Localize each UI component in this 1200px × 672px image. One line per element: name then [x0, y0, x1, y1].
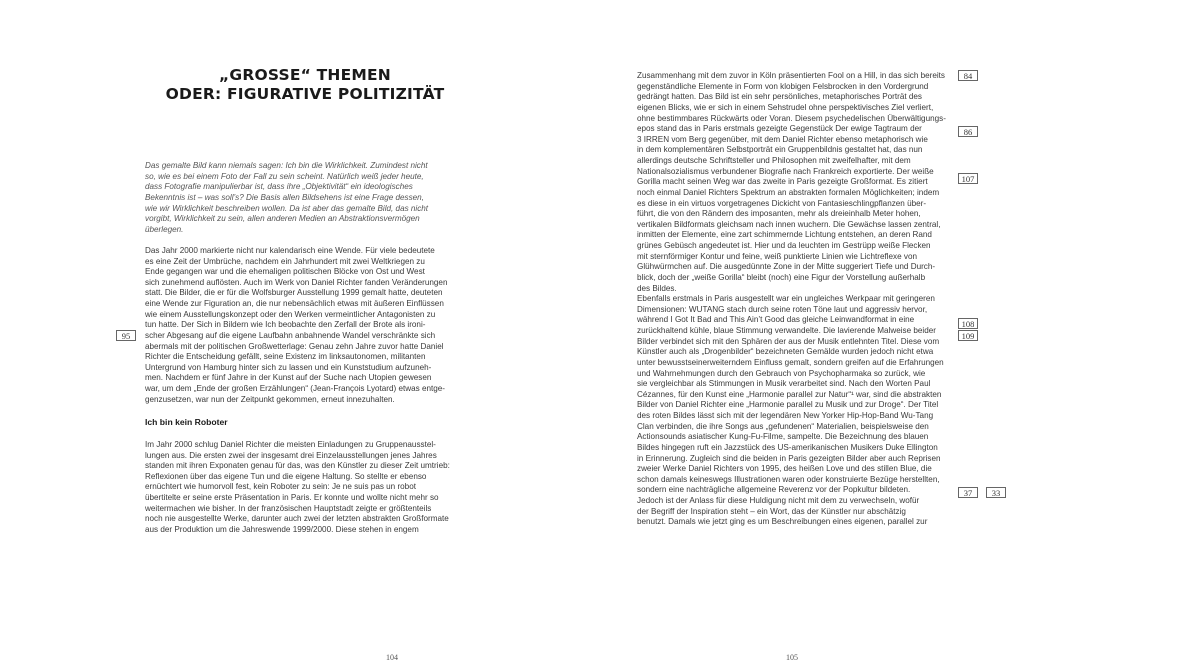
text-line: unter bewusstseinerweiterndem Einfluss gemalt, sondern greifen auf die Erfahrungen [637, 357, 944, 367]
text-line: wie wir Wirklichkeit beschreiben wollen. Da ist aber das gemalte Bild, das nicht [145, 203, 429, 213]
text-line: dass Fotografie manipulierbar ist, dass ihre „Objektivität“ ein ideologisches [145, 182, 413, 192]
text-line: Reflexionen über das eigene Tun und die eigene Haltung. So stellte er ebenso [145, 471, 427, 481]
text-line: noch nie ausgestellte Werke, darunter auch zwei der letzten abstrakten Großformate [145, 514, 449, 524]
chapter-title [160, 66, 450, 104]
text-line: sondern eine nachträgliche allgemeine Reverenz vor der Popkultur bildeten. [637, 485, 911, 495]
text-line: überlegen. [145, 224, 184, 234]
text-line: blick, doch der „weiße Gorilla“ bleibt (noch) eine Figur der Vorstellung außerhalb [637, 272, 926, 282]
text-line: der Begriff der Inspiration steht – ein Wort, das der Künstler nur abschätzig [637, 506, 906, 516]
text-line: 3 IRREN vom Berg gegenüber, mit dem Daniel Richter ebenso metaphorisch wie [637, 134, 928, 144]
text-line: Untergrund von Hamburg hinter sich zu lassen und ein Kunststudium aufzuneh- [145, 362, 432, 372]
text-line: grünes Gebüsch angedeutet ist. Hier und da leuchten im Gestrüpp weiße Flecken [637, 241, 931, 250]
text-line: so, wie es bei einem Foto der Fall zu sein scheint. Natürlich weiß jeder heute, [145, 171, 424, 181]
text-line: Ende gegangen war und die ehemaligen politischen Blöcke von Ost und West [145, 267, 425, 277]
text-line: Jedoch ist der Anlass für diese Huldigung nicht mit dem zu verwechseln, wofür [637, 496, 920, 505]
text-line: war, um dem „Ende der großen Erzählungen“ (Jean-François Lyotard) etwas entge- [145, 384, 446, 394]
text-line: Zusammenhang mit dem zuvor in Köln präsentierten Fool on a Hill, in das sich bereits [637, 71, 945, 80]
text-line: scher Abgesang auf die eigene Laufbahn anbahnende Wandel verschränkte sich [145, 330, 436, 340]
margin-reference: 109 [958, 330, 978, 341]
intro-paragraph [145, 161, 455, 235]
text-line: in dem komplementären Selbstporträt ein Gruppenbildnis gestaltet hat, das nun [637, 145, 923, 155]
text-line: Actionsounds asiatischer Kung-Fu-Filme, sampelte. Die Bezeichnung des blauen [637, 432, 929, 442]
text-line: Cézannes, für den Kunst eine „Harmonie parallel zur Natur“¹ war, sind die abstrakten [637, 389, 942, 399]
text-line: eine Wende zur Figuration an, die nur nebensächlich etwas mit äußeren Einflüssen [145, 299, 444, 309]
chapter-title-line-1: „GROSSE“ THEMEN [219, 66, 391, 84]
body-paragraph [637, 71, 957, 294]
text-line: mit sternförmiger Kontur und feine, weiß punktierte Linien wie Lichtreflexe von [637, 251, 917, 261]
margin-reference: 37 [958, 487, 978, 498]
text-line: Bilder verbindet sich mit den Sphären der aus der Musik entlehnten Titel. Diese vom [637, 336, 940, 346]
text-line: zurückhaltend kühle, blaue Stimmung verwandelte. Die lavierende Malweise beider [637, 326, 936, 335]
text-line: Glühwürmchen auf. Die ausgedünnte Zone in der Mitte suggeriert Tiefe und Durch- [637, 262, 936, 272]
text-line: Bekenntnis ist – was soll’s? Die Basis allen Bildsehens ist eine Frage dessen, [145, 192, 424, 202]
text-line: men. Nachdem er fünf Jahre in der Kunst auf der Suche nach Utopien gewesen [145, 373, 432, 383]
text-line: statt. Die Bilder, die er für die Wolfsburger Ausstellung 1999 gemalt hatte, deuteten [145, 288, 443, 298]
text-line: und Wahrnehmungen durch den Gebrauch von Psychopharmaka so zurück, wie [637, 368, 926, 378]
text-line: zweier Werke Daniel Richters von 1995, des heißen Love und des stillen Blue, die [637, 464, 932, 474]
text-line: Bilder von Daniel Richter eine „Harmonie parallel zu Musik und zur Droge“. Der Titel [637, 400, 939, 410]
body-paragraph [145, 246, 455, 405]
margin-reference: 84 [958, 70, 978, 81]
text-line: standen mit ihren Exponaten genau für das, was den Künstler zu dieser Zeit umtrieb: [145, 461, 450, 471]
section-heading: Ich bin kein Roboter [145, 417, 228, 428]
text-line: aus der Produktion um die Jahreswende 1999/2000. Diese stehen in engem [145, 524, 419, 534]
margin-reference: 108 [958, 318, 978, 329]
text-line: Ebenfalls erstmals in Paris ausgestellt war ein ungleiches Werkpaar mit geringeren [637, 294, 935, 304]
text-line: benutzt. Damals wie jetzt ging es um Beschreibungen eines eigenen, parallel zur [637, 517, 928, 527]
margin-reference: 33 [986, 487, 1006, 498]
right-text-column [637, 71, 957, 528]
margin-reference: 95 [116, 330, 136, 341]
text-line: Das gemalte Bild kann niemals sagen: Ich bin die Wirklichkeit. Zumindest nicht [145, 161, 428, 170]
text-line: Bildes hingegen ruft ein Jazzstück des US-amerikanischen Musikers Duke Ellington [637, 442, 938, 452]
page-number: 105 [786, 653, 798, 662]
text-line: des Bildes. [637, 283, 677, 293]
text-line: führt, die von den Rändern des imposanten, mehr als dreieinhalb Meter hohen, [637, 209, 921, 219]
text-line: Das Jahr 2000 markierte nicht nur kalendarisch eine Wende. Für viele bedeutete [145, 245, 435, 255]
page-number: 104 [386, 653, 398, 662]
margin-reference: 86 [958, 126, 978, 137]
text-line: Dimensionen: WUTANG stach durch seine roten Töne laut und aggressiv hervor, [637, 304, 928, 314]
text-line: Im Jahr 2000 schlug Daniel Richter die meisten Einladungen zu Gruppenausstel- [145, 439, 436, 449]
text-line: noch einmal Daniel Richters Spektrum an abstrakten formalen Möglichkeiten; indem [637, 187, 940, 197]
text-line: sie vergleichbar als Stimmungen in Musik verarbeitet sind. Nach den Worten Paul [637, 379, 931, 389]
text-line: eigenen Blicks, wie er sich in einem Sehstrudel ohne perspektivisches Ziel verliert, [637, 102, 934, 112]
text-line: Richter die Entscheidung gefällt, seine Existenz im linksautonomen, militanten [145, 352, 426, 362]
text-line: lungen aus. Die ersten zwei der insgesamt drei Einzelausstellungen jenes Jahres [145, 450, 437, 460]
text-line: während I Got It Bad and This Ain’t Good das gleiche Leinwandformat in eine [637, 315, 915, 325]
text-line: schon damals keineswegs Illustrationen waren oder konstruierte Bezüge herstellten, [637, 474, 940, 484]
text-line: Künstler auch als „Drogenbilder“ bezeichneten Gemälde wurden jedoch nicht etwa [637, 347, 934, 357]
text-line: Clan verbinden, die ihre Songs aus „gefundenen“ Materialien, beispielsweise den [637, 421, 929, 431]
text-line: allerdings deutsche Schriftsteller und Philosophen mit zweifelhafter, mit dem [637, 156, 911, 165]
text-line: ernüchtert wie humorvoll fest, kein Roboter zu sein: Je ne suis pas un robot [145, 482, 416, 492]
text-line: Nationalsozialismus verbundener Biografie nach Frankreich exportierte. Der weiße [637, 166, 934, 176]
text-line: gedrängt hatten. Das Bild ist ein sehr persönliches, metaphorisches Porträt des [637, 92, 922, 102]
text-line: es diese in ein virtuos vorgetragenes Dickicht von Fantasieschlingpflanzen über- [637, 198, 927, 208]
text-line: weitermachen wie bisher. In der französischen Hauptstadt zeigte er größtenteils [145, 503, 432, 513]
text-line: genzusetzen, war nun der Zeitpunkt gekommen, erneut innezuhalten. [145, 394, 395, 404]
chapter-title-line-2: ODER: FIGURATIVE POLITIZITÄT [165, 85, 445, 103]
text-line: vertikalen Bildformats gleichsam nach innen wuchern. Die Gewächse lassen zentral, [637, 219, 941, 229]
text-line: Gorilla macht seinen Weg war das zweite in Paris gezeigte Großformat. Es zitiert [637, 177, 928, 187]
body-paragraph [145, 440, 455, 536]
left-text-column [145, 161, 455, 536]
text-line: es eine Zeit der Umbrüche, nachdem ein Jahrhundert mit zwei Weltkriegen zu [145, 256, 425, 266]
text-line: gegenständliche Elemente in Form von klobigen Felsbrocken in den Vordergrund [637, 81, 929, 91]
body-paragraph [637, 294, 957, 528]
text-line: in Erinnerung. Zugleich sind die beiden in Paris gezeigten Bilder aber auch Reprisen [637, 453, 941, 463]
text-line: epos stand das in Paris erstmals gezeigte Gegenstück Der ewige Tagtraum der [637, 124, 922, 134]
text-line: inmitten der Elemente, eine zart schimmernde Lichtung entstehen, an deren Rand [637, 230, 932, 240]
text-line: abermals mit der politischen Großwetterlage: Genau zehn Jahre zuvor hatte Daniel [145, 341, 444, 351]
text-line: übertitelte er seine erste Präsentation in Paris. Er konnte und wollte nicht mehr so [145, 493, 439, 503]
right-page [600, 0, 1200, 672]
text-line: ohne bestimmbares Rückwärts oder Voran. Diesem psychedelischen Überwältigungs- [637, 113, 946, 123]
margin-reference: 107 [958, 173, 978, 184]
text-line: vorgibt, Wirklichkeit zu sein, allen anderen Medien an Abstraktionsvermögen [145, 214, 420, 224]
text-line: des roten Bildes lässt sich mit der legendären New Yorker Hip-Hop-Band Wu-Tang [637, 411, 934, 420]
text-line: sich zunehmend auflösten. Auch im Werk von Daniel Richter fanden Veränderungen [145, 277, 448, 287]
text-line: tun hatte. Der Sich in Bildern wie Ich beobachte den Zerfall der Brote als ironi- [145, 320, 426, 330]
text-line: wie einem Ausstellungskonzept oder den Werken vermeintlicher Antagonisten zu [145, 309, 436, 319]
